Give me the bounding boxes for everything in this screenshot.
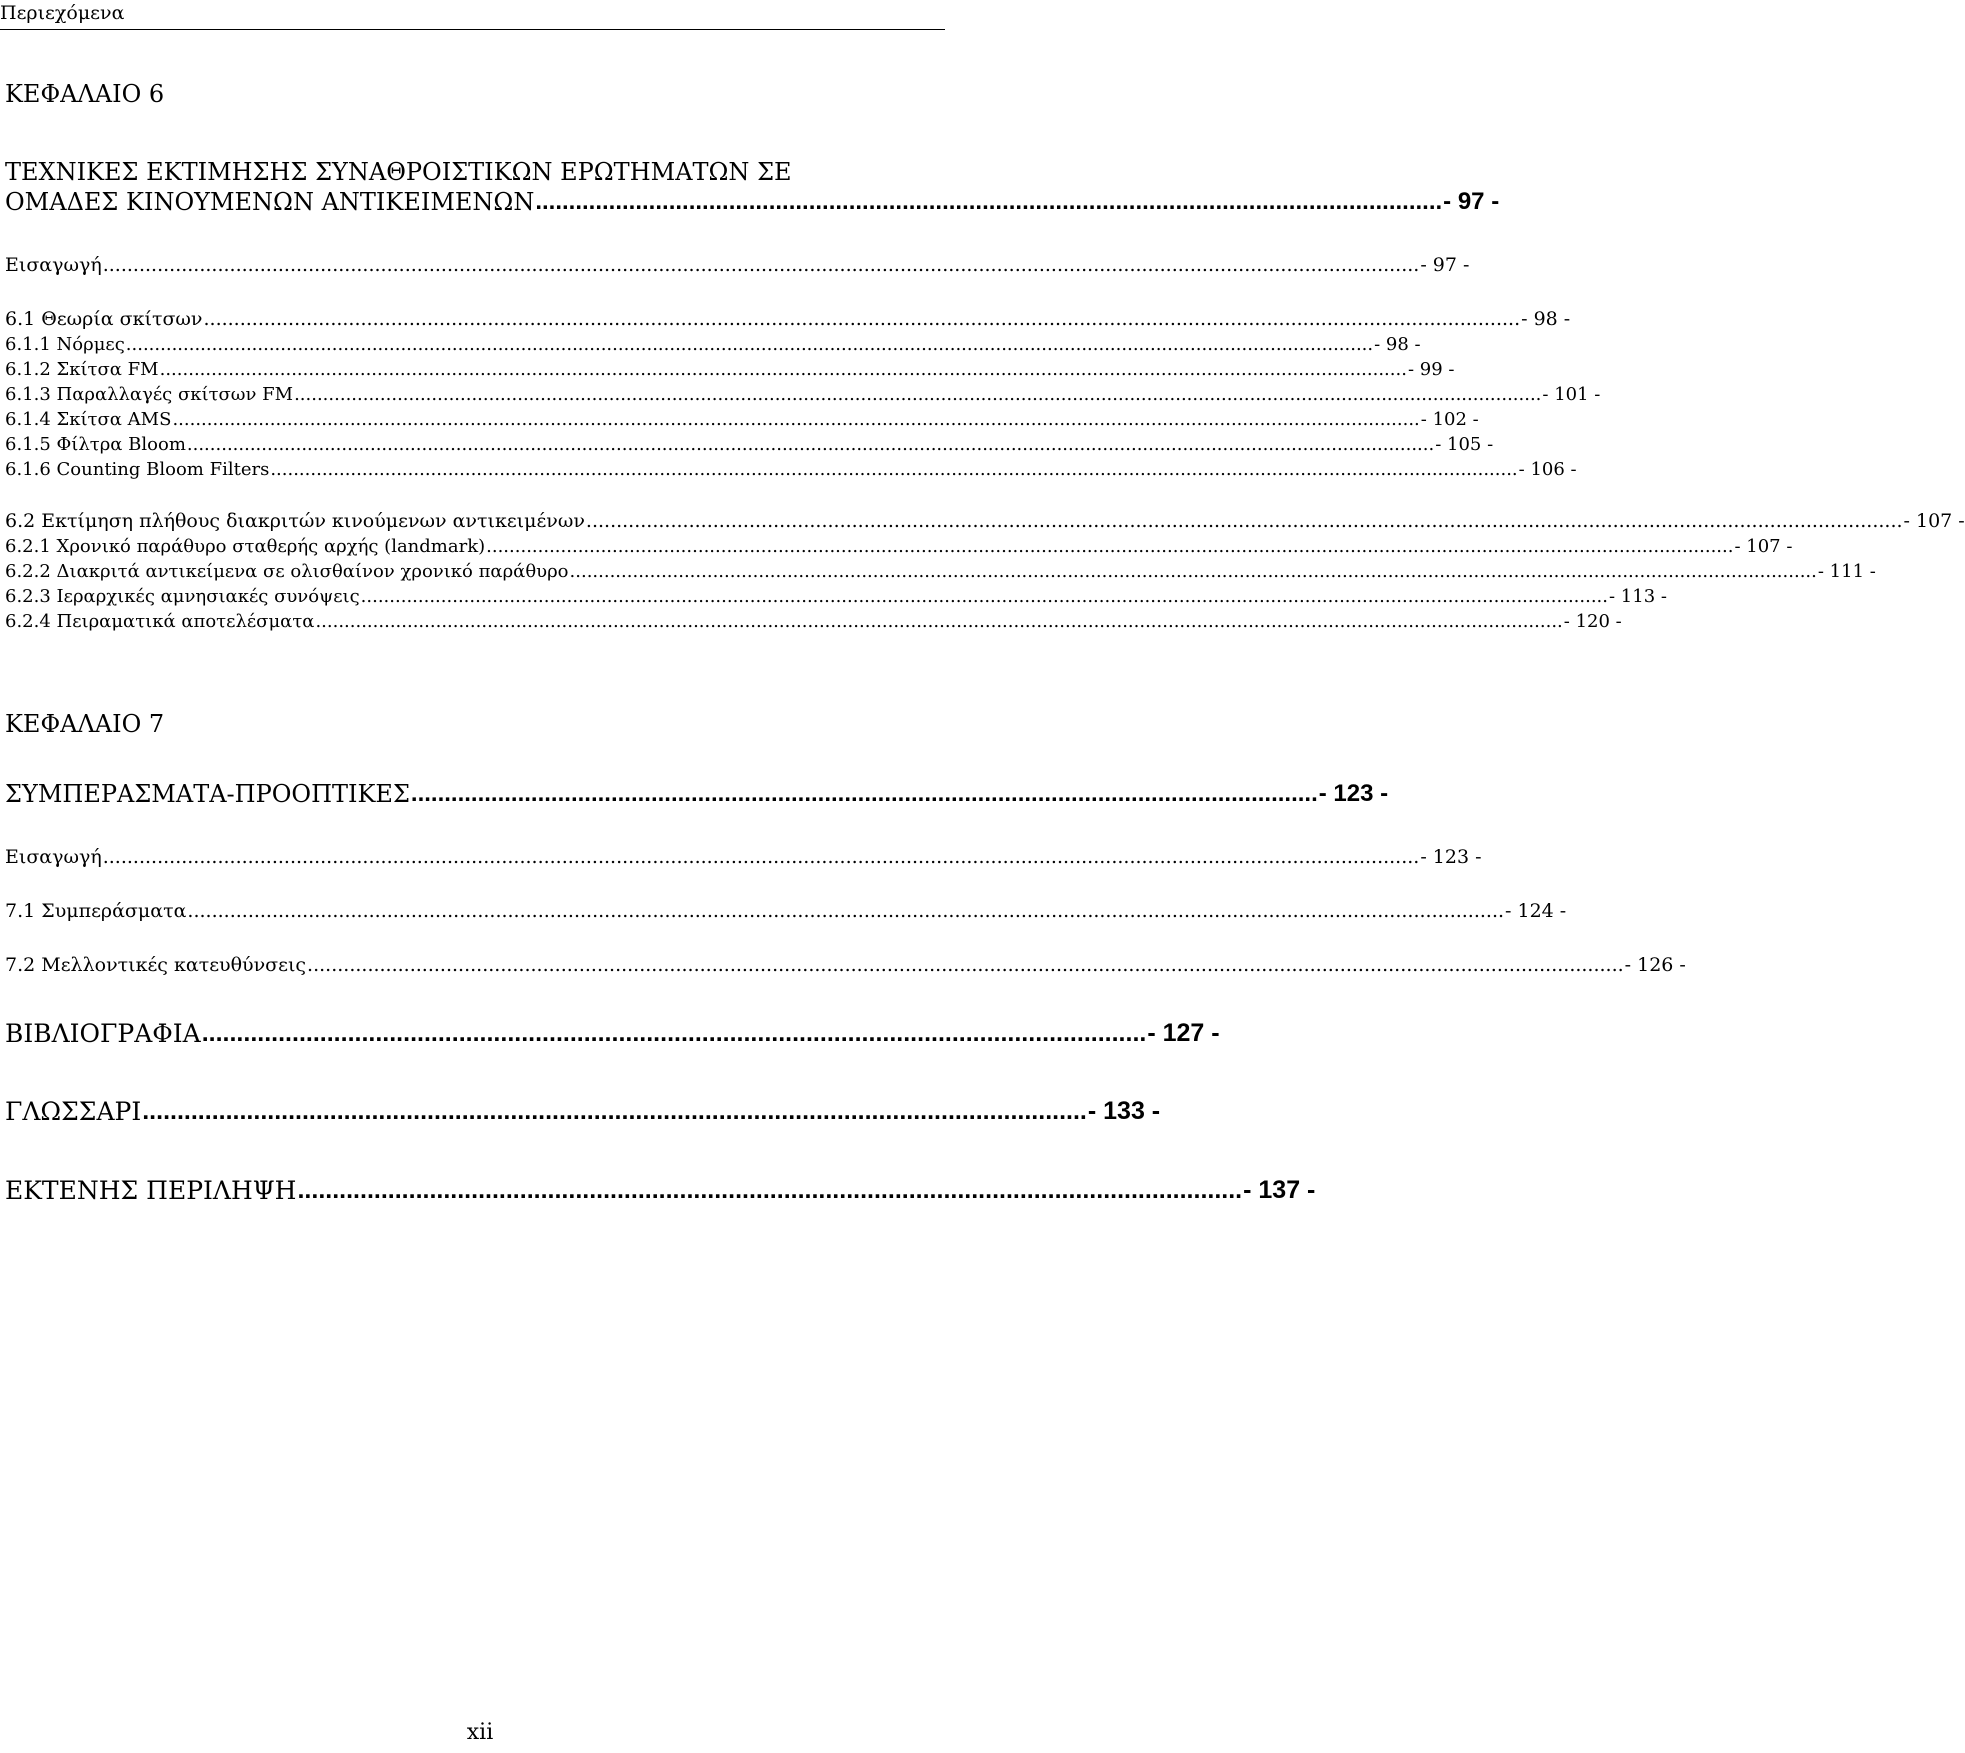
toc-leader-dots: ..........................................................................................................................................................................................................................	[294, 384, 1542, 405]
toc-entry-page: - 106 -	[1518, 459, 1577, 480]
toc-entry[interactable]	[5, 402, 1479, 430]
toc-entry-chapter-6-title[interactable]	[5, 188, 1500, 216]
toc-entry[interactable]	[5, 327, 1421, 355]
toc-leader-dots: ........................................................................................................................................	[535, 188, 1443, 215]
toc-leader-dots: ..........................................................................................................................................................................................................................	[172, 409, 1420, 430]
toc-entry-label: 6.1.1 Νόρμες	[5, 334, 125, 355]
toc-entry-page: - 111 -	[1817, 561, 1876, 582]
toc-entry-page: - 137 -	[1243, 1176, 1316, 1204]
toc-leader-dots: ..........................................................................................................................................................................................................................	[186, 434, 1435, 455]
toc-leader-dots: ........................................................................................................................................	[297, 1176, 1243, 1204]
toc-leader-dots: ........................................................................................................................................	[410, 780, 1318, 807]
toc-entry-page: - 124 -	[1505, 900, 1567, 922]
toc-entry-page: - 102 -	[1420, 409, 1479, 430]
toc-entry[interactable]	[5, 894, 1567, 922]
toc-entry-page: - 99 -	[1407, 359, 1455, 380]
toc-entry-glossary[interactable]	[5, 1097, 1161, 1126]
toc-leader-dots: ..........................................................................................................................................................................................................................	[360, 586, 1608, 607]
toc-leader-dots: ..........................................................................................................................................................................................................................	[569, 561, 1817, 582]
toc-leader-dots: ..........................................................................................................................................................................................................................	[159, 359, 1407, 380]
toc-entry-page: - 123 -	[1318, 780, 1389, 807]
toc-entry-label: 6.1.5 Φίλτρα Bloom	[5, 434, 186, 455]
toc-entry-label: ΣΥΜΠΕΡΑΣΜΑΤΑ-ΠΡΟΟΠΤΙΚΕΣ	[5, 780, 410, 808]
toc-entry-label: Εισαγωγή	[5, 846, 102, 868]
toc-entry[interactable]	[5, 579, 1667, 607]
toc-entry-bibliography[interactable]	[5, 1019, 1220, 1048]
toc-entry-page: - 107 -	[1734, 536, 1793, 557]
chapter-6-heading: ΚΕΦΑΛΑΙΟ 6	[5, 80, 165, 108]
toc-entry-page: - 97 -	[1420, 254, 1470, 276]
toc-entry[interactable]	[5, 504, 1965, 532]
toc-entry-page: - 133 -	[1087, 1097, 1161, 1125]
toc-entry-page: - 123 -	[1420, 846, 1482, 868]
toc-entry-chapter-7-title[interactable]	[5, 780, 1389, 808]
toc-entry-page: - 120 -	[1563, 611, 1622, 632]
toc-entry-page: - 97 -	[1443, 188, 1500, 215]
toc-entry-label: ΓΛΩΣΣΑΡΙ	[5, 1097, 142, 1126]
toc-entry-page: - 107 -	[1903, 510, 1965, 532]
toc-entry[interactable]	[5, 302, 1571, 330]
toc-entry[interactable]	[5, 452, 1577, 480]
toc-entry-page: - 101 -	[1542, 384, 1601, 405]
chapter-7-heading: ΚΕΦΑΛΑΙΟ 7	[5, 710, 165, 738]
toc-leader-dots: ..........................................................................................................................................................................................................................	[102, 254, 1420, 276]
page-header	[0, 0, 945, 30]
toc-entry-label: 7.2 Μελλοντικές κατευθύνσεις	[5, 954, 307, 976]
toc-leader-dots: ..........................................................................................................................................................................................................................	[125, 334, 1374, 355]
toc-leader-dots: ..........................................................................................................................................................................................................................	[203, 308, 1521, 330]
toc-entry-label: 6.2.2 Διακριτά αντικείμενα σε ολισθαίνον χρονικό παράθυρο	[5, 561, 569, 582]
toc-entry-label: 6.2 Εκτίμηση πλήθους διακριτών κινούμενων αντικειμένων	[5, 510, 585, 532]
chapter-6-title-line1: ΤΕΧΝΙΚΕΣ ΕΚΤΙΜΗΣΗΣ ΣΥΝΑΘΡΟΙΣΤΙΚΩΝ ΕΡΩΤΗΜΑΤΩΝ ΣΕ	[5, 158, 792, 186]
toc-entry-label: 6.2.1 Χρονικό παράθυρο σταθερής αρχής (landmark)	[5, 536, 486, 557]
toc-entry-label: 6.1.3 Παραλλαγές σκίτσων FM	[5, 384, 294, 405]
toc-entry[interactable]	[5, 840, 1482, 868]
toc-entry-label: 6.2.4 Πειραματικά αποτελέσματα	[5, 611, 315, 632]
header-title: Περιεχόμενα	[0, 2, 125, 24]
toc-entry-page: - 126 -	[1624, 954, 1686, 976]
page-number: xii	[466, 1720, 494, 1745]
toc-entry[interactable]	[5, 427, 1494, 455]
toc-leader-dots: ..........................................................................................................................................................................................................................	[486, 536, 1734, 557]
toc-entry-label: 7.1 Συμπεράσματα	[5, 900, 187, 922]
toc-entry-page: - 127 -	[1147, 1019, 1220, 1047]
toc-entry-label: ΒΙΒΛΙΟΓΡΑΦΙΑ	[5, 1019, 201, 1048]
toc-leader-dots: ........................................................................................................................................	[142, 1097, 1087, 1125]
toc-leader-dots: ........................................................................................................................................	[201, 1019, 1147, 1047]
toc-entry-label: ΟΜΑΔΕΣ ΚΙΝΟΥΜΕΝΩΝ ΑΝΤΙΚΕΙΜΕΝΩΝ	[5, 188, 535, 216]
toc-entry-label: 6.1.4 Σκίτσα AMS	[5, 409, 172, 430]
toc-leader-dots: ..........................................................................................................................................................................................................................	[102, 846, 1420, 868]
toc-entry-page: - 105 -	[1435, 434, 1494, 455]
toc-entry-page: - 98 -	[1374, 334, 1421, 355]
toc-entry-label: 6.2.3 Ιεραρχικές αμνησιακές συνόψεις	[5, 586, 360, 607]
toc-leader-dots: ..........................................................................................................................................................................................................................	[307, 954, 1624, 976]
toc-entry-label: 6.1.6 Counting Bloom Filters	[5, 459, 270, 480]
toc-entry[interactable]	[5, 248, 1470, 276]
toc-entry-page: - 113 -	[1609, 586, 1667, 607]
toc-entry[interactable]	[5, 529, 1793, 557]
toc-entry-extended-summary[interactable]	[5, 1176, 1316, 1205]
toc-entry[interactable]	[5, 948, 1686, 976]
toc-entry-label: 6.1 Θεωρία σκίτσων	[5, 308, 203, 330]
toc-entry-page: - 98 -	[1521, 308, 1571, 330]
toc-entry-label: Εισαγωγή	[5, 254, 102, 276]
toc-entry-label: ΕΚΤΕΝΗΣ ΠΕΡΙΛΗΨΗ	[5, 1176, 297, 1205]
toc-leader-dots: ..........................................................................................................................................................................................................................	[315, 611, 1563, 632]
toc-entry[interactable]	[5, 604, 1622, 632]
toc-leader-dots: ..........................................................................................................................................................................................................................	[270, 459, 1518, 480]
toc-entry[interactable]	[5, 554, 1876, 582]
toc-entry[interactable]	[5, 352, 1455, 380]
toc-entry[interactable]	[5, 377, 1601, 405]
toc-leader-dots: ..........................................................................................................................................................................................................................	[187, 900, 1505, 922]
toc-entry-label: 6.1.2 Σκίτσα FM	[5, 359, 159, 380]
toc-leader-dots: ..........................................................................................................................................................................................................................	[585, 510, 1903, 532]
